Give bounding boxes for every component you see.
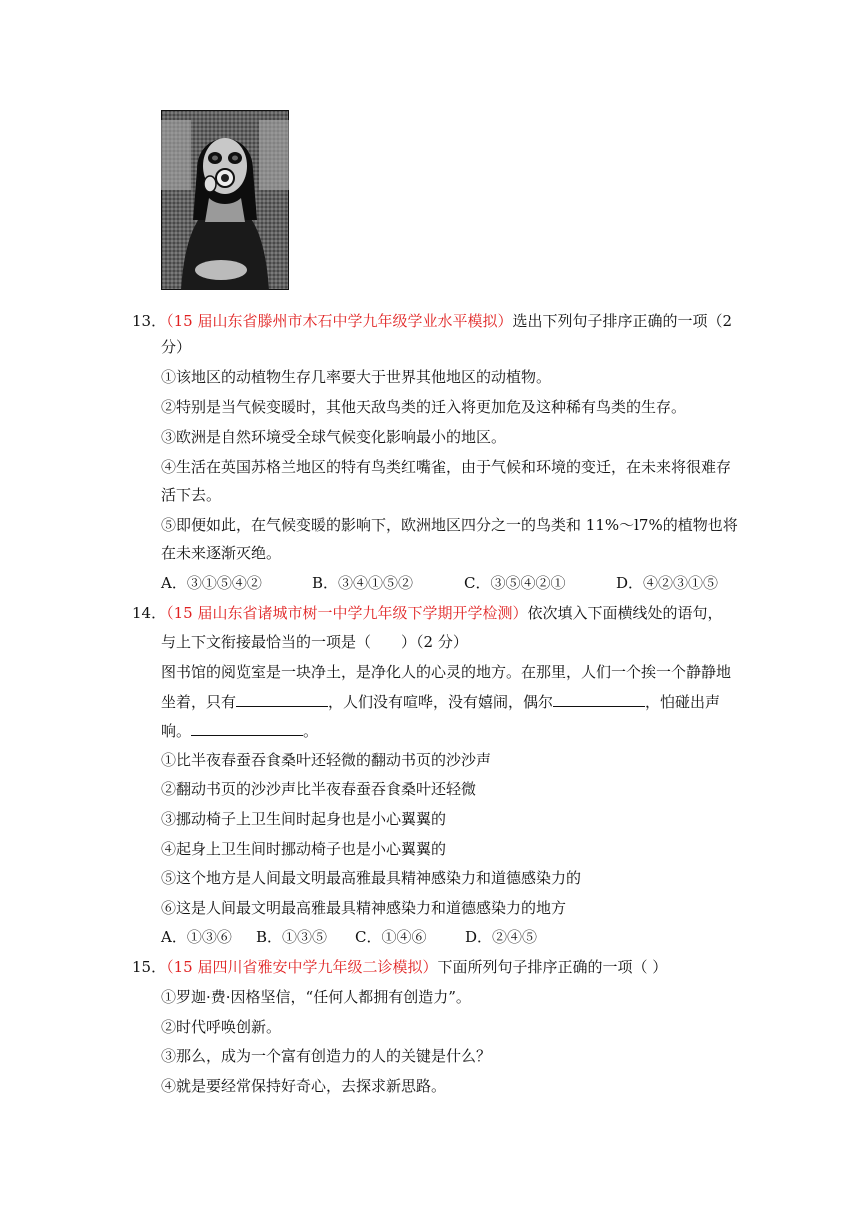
q15-sentence-2: ②时代呼唤创新。 [161,1018,282,1036]
q13-sentence-4b: 活下去。 [161,486,222,504]
q14-passage-2a: 坐着，只有 [161,693,237,711]
q15-stem: 下面所列句子排序正确的一项（ ） [437,958,668,976]
q14-blank-1[interactable] [236,690,328,707]
q14-number: 14． [132,604,167,622]
q14-blank-2[interactable] [553,690,645,707]
q14-passage-3b: 。 [303,722,319,740]
q13-option-d[interactable]: D．④②③①⑤ [616,574,719,592]
q14-stem-cont: 与上下文衔接最恰当的一项是（ ）（2 分） [161,633,468,651]
q14-passage-2c: ，怕碰出声 [645,693,721,711]
q14-passage-line-1: 图书馆的阅览室是一块净土，是净化人的心灵的地方。在那里，人们一个挨一个静静地 [161,663,732,681]
q14-option-d[interactable]: D．②④⑤ [465,928,538,946]
q14-sentence-6: ⑥这是人间最文明最高雅最具精神感染力和道德感染力的地方 [161,899,567,917]
q13-option-c[interactable]: C．③⑤④②① [464,574,566,592]
q14-sentence-1: ①比半夜春蚕吞食桑叶还轻微的翻动书页的沙沙声 [161,751,492,769]
q14-sentence-2: ②翻动书页的沙沙声比半夜春蚕吞食桑叶还轻微 [161,780,477,798]
q15-sentence-4: ④就是要经常保持好奇心，去探求新思路。 [161,1077,447,1095]
q15-source: （15 届四川省雅安中学九年级二诊模拟） [166,958,438,976]
q13-stem: 选出下列句子排序正确的一项（2 [512,312,732,330]
q13-sentence-4a: ④生活在英国苏格兰地区的特有鸟类红嘴雀，由于气候和环境的变迁，在未来将很难存 [161,458,732,476]
q14-passage-2b: ，人们没有喧哗，没有嬉闹，偶尔 [328,693,554,711]
q14-blank-3[interactable] [191,719,303,736]
q13-option-a[interactable]: A．③①⑤④② [161,574,262,592]
q14-passage-3a: 响。 [161,722,192,740]
q13-sentence-3: ③欧洲是自然环境受全球气候变化影响最小的地区。 [161,428,507,446]
q13-option-b[interactable]: B．③④①⑤② [312,574,414,592]
q13-number: 13． [132,312,167,330]
q15-sentence-3: ③那么，成为一个富有创造力的人的关键是什么？ [161,1047,492,1065]
q15-sentence-1: ①罗迦·费·因格坚信，“任何人都拥有创造力”。 [161,988,471,1006]
q14-option-b[interactable]: B．①③⑤ [256,928,328,946]
q14-option-a[interactable]: A．①③⑥ [161,928,232,946]
q13-sentence-5a: ⑤即便如此，在气候变暖的影响下，欧洲地区四分之一的鸟类和 11%～l7%的植物也将 [161,516,738,534]
q14-source: （15 届山东省诸城市树一中学九年级下学期开学检测） [166,604,528,622]
q14-sentence-5: ⑤这个地方是人间最文明最高雅最具精神感染力和道德感染力的 [161,869,582,887]
q13-sentence-2: ②特别是当气候变暖时，其他天敌鸟类的迁入将更加危及这种稀有鸟类的生存。 [161,398,687,416]
photo-illustration [161,110,289,290]
q15-number: 15． [132,958,167,976]
q13-source: （15 届山东省滕州市木石中学九年级学业水平模拟） [166,312,513,330]
q13-sentence-5b: 在未来逐渐灭绝。 [161,544,282,562]
q14-sentence-4: ④起身上卫生间时挪动椅子也是小心翼翼的 [161,840,447,858]
q13-heading [132,310,732,332]
q14-passage-line-3 [161,719,318,742]
q15-heading [132,956,667,978]
mona-lisa-gas-mask-image [161,110,289,290]
q13-stem-cont: 分） [161,338,192,356]
q14-option-c[interactable]: C．①④⑥ [355,928,427,946]
q14-stem: 依次填入下面横线处的语句， [527,604,723,622]
q14-sentence-3: ③挪动椅子上卫生间时起身也是小心翼翼的 [161,810,447,828]
q14-heading [132,602,722,624]
q14-passage-line-2 [161,690,720,713]
q13-sentence-1: ①该地区的动植物生存几率要大于世界其他地区的动植物。 [161,368,552,386]
